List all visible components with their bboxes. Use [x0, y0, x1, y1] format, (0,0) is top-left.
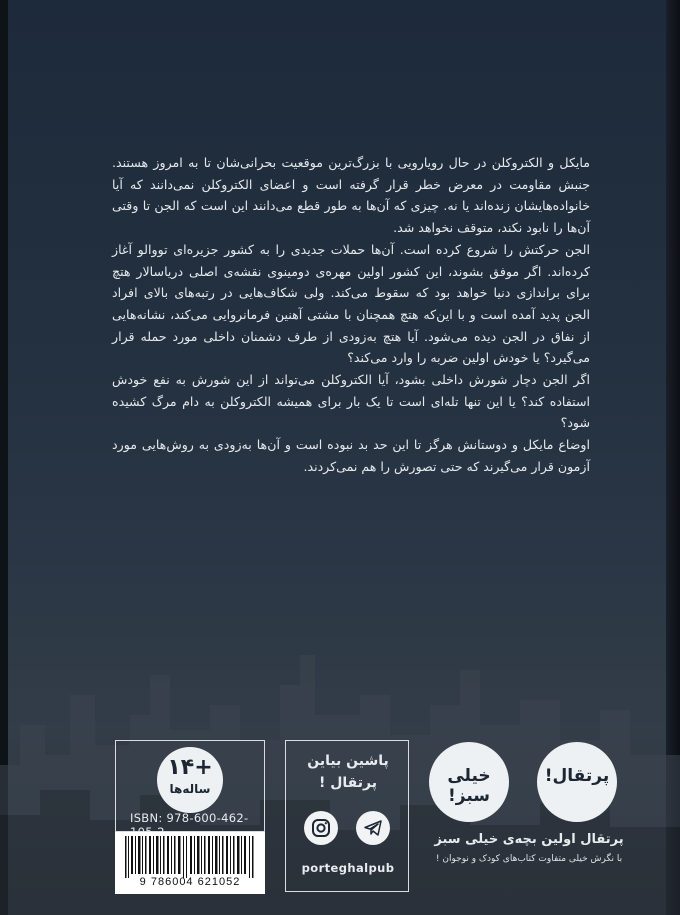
telegram-icon[interactable]	[356, 811, 390, 845]
barcode	[115, 832, 265, 894]
blurb-paragraph: اگر الجن دچار شورش داخلی بشود، آیا الکتروکلن می‌تواند از این شورش به نفع خودش استفاده کند؟ یا این تنها تله‌ای است تا یک بار برای همیشه الکتروکلن به دام مرگ کشیده شود؟	[112, 372, 590, 431]
age-rating-label: ساله‌ها	[169, 782, 211, 796]
barcode-digits: 9 786004 621052	[139, 876, 241, 888]
instagram-icon[interactable]	[304, 811, 338, 845]
barcode-bars	[123, 836, 257, 878]
blurb-paragraph: اوضاع مایکل و دوستانش هرگز تا این حد بد نبوده است و آن‌ها به‌زودی به روش‌هایی مورد آزمون قرار می‌گیرند که حتی تصورش را هم نمی‌کردند.	[112, 437, 590, 474]
social-heading: پاشین بیاین	[307, 753, 389, 769]
social-subheading: پرتقال !	[319, 775, 377, 791]
publisher-subtagline: با نگرش خیلی متفاوت کتاب‌های کودک و نوجوان !	[435, 854, 623, 864]
cover-footer	[105, 740, 669, 910]
porteghal-logo	[537, 742, 617, 822]
age-rating-box	[115, 740, 265, 832]
back-cover-blurb	[112, 152, 590, 478]
age-rating-badge	[157, 747, 223, 813]
publisher-tagline: پرتقال اولین بچه‌ی خیلی سبز	[434, 832, 624, 847]
blurb-paragraph: مایکل و الکتروکلن در حال رویارویی با بزرگ‌ترین موقعیت بحرانی‌شان تا به امروز هستند. جنبش مقاومت در معرض خطر قرار گرفته است و اعضای الکتروکلن نمی‌دانند که آیا خانواده‌هایشان زنده‌اند یا نه. چیزی که آن‌ها به طور قطع می‌دانند این است که الجن تا وقتی آن‌ها را نابود نکند، متوقف نخواهد شد.	[112, 155, 590, 236]
khili-sabz-logo-text: خیلی سبز!	[447, 766, 491, 806]
porteghal-logo-text: پرتقال!	[544, 766, 610, 786]
social-handle[interactable]: porteghalpub	[301, 861, 395, 875]
isbn-number: ISBN: 978-600-462-	[130, 811, 249, 825]
khili-sabz-logo	[429, 742, 509, 822]
blurb-paragraph: الجن حرکتش را شروع کرده است. آن‌ها حملات جدیدی را به کشور جزیره‌ای تووالو آغاز کرده‌اند. اگر موفق بشوند، این کشور اولین مهره‌ی دومینوی نقشه‌ی اصلی دریاسالار هتچ برای براندازی دنیا خواهد بود که سقوط می‌کند. ولی شکاف‌هایی در رتبه‌های بالای افراد الجن پدید آمده است و با این‌که هتچ همچنان با مشتی آهنین فرمانروایی می‌کند، نشانه‌هایی از نفاق در الجن دیده می‌شود. آیا هتچ به‌زودی از طرف دشمنان داخلی مورد حمله قرار می‌گیرد؟ یا خودش اولین ضربه را وارد می‌کند؟	[112, 241, 590, 366]
age-rating-value: +۱۴	[167, 755, 213, 780]
social-media-box	[285, 740, 409, 892]
